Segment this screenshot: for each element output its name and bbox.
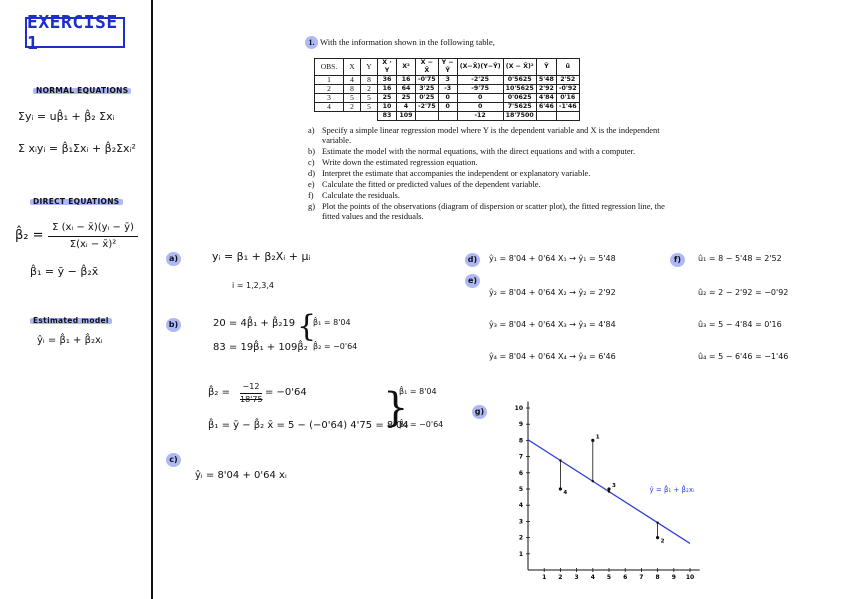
x-tick-label: 7: [639, 574, 644, 581]
table-cell: 25: [378, 94, 397, 103]
data-point: [607, 487, 610, 490]
answer-b-eq1: 20 = 4β̂₁ + β̂₂19: [213, 318, 296, 329]
answer-g-badge: g): [472, 405, 487, 419]
answer-b-direct-lhs: β̂₂ =: [208, 387, 230, 398]
fitted-value-2: ŷ₂ = 8'04 + 0'64 X₂ → ŷ₂ = 2'92: [489, 288, 616, 297]
residual-3: û₃ = 5 − 4'84 = 0'16: [698, 320, 782, 329]
table-cell: 4: [315, 103, 344, 112]
question-item-text: Calculate the residuals.: [322, 191, 400, 200]
y-tick-label: 4: [518, 502, 523, 510]
table-cell: 5'48: [536, 76, 556, 85]
question-item-text: Estimate the model with the normal equations, with the direct equations and with a computer.: [322, 147, 636, 156]
table-cell: 0'16: [556, 94, 579, 103]
table-cell: 4: [344, 76, 361, 85]
table-cell: [556, 112, 579, 121]
estimated-model-heading: Estimated model: [30, 316, 112, 325]
brace-2: }: [383, 385, 409, 431]
answer-b-result2: β̂₂ = −0'64: [313, 342, 358, 351]
fraction-bar: [48, 236, 138, 237]
x-tick-label: 2: [558, 574, 563, 581]
answer-c-badge: c): [166, 453, 181, 467]
answer-b-result4: β̂₂ = −0'64: [399, 420, 444, 429]
fitted-value-3: ŷ₃ = 8'04 + 0'64 X₃ → ŷ₃ = 4'84: [489, 320, 616, 329]
table-cell: 25: [397, 94, 416, 103]
question-item-letter: g): [308, 202, 315, 211]
table-cell: [536, 112, 556, 121]
table-cell: [416, 112, 439, 121]
table-cell: 2'92: [536, 85, 556, 94]
residual-2: û₂ = 2 − 2'92 = −0'92: [698, 288, 789, 297]
table-header-cell: OBS.: [315, 59, 344, 76]
table-cell: 4'84: [536, 94, 556, 103]
table-cell: -3: [438, 85, 457, 94]
table-cell: -2'25: [457, 76, 503, 85]
table-cell: [361, 112, 378, 121]
answer-d-badge: d): [465, 253, 480, 267]
fitted-point: [656, 521, 658, 523]
table-cell: -0'75: [416, 76, 439, 85]
table-header-row: [315, 59, 580, 76]
y-tick-label: 2: [518, 534, 523, 542]
table-cell: 5: [361, 103, 378, 112]
question-number: 1.: [305, 36, 318, 49]
y-tick-label: 10: [514, 405, 523, 412]
question-intro: [305, 36, 495, 49]
point-label: 4: [563, 490, 568, 496]
question-item: [308, 147, 668, 157]
x-tick-label: 8: [655, 574, 660, 581]
table-cell: 7'5625: [503, 103, 536, 112]
normal-equations-heading: NORMAL EQUATIONS: [33, 86, 131, 95]
table-cell: 0'5625: [503, 76, 536, 85]
scatter-plot: [500, 395, 720, 590]
table-cell: 2: [344, 103, 361, 112]
direct-b1: β̂₁ = ȳ − β̂₂x̄: [30, 265, 99, 278]
table-cell: [315, 112, 344, 121]
y-tick-label: 7: [518, 453, 523, 461]
x-tick-label: 5: [606, 574, 612, 581]
regression-line-label: ŷ = β̂₁ + β̂₂xᵢ: [649, 486, 695, 495]
table-cell: 0: [438, 103, 457, 112]
answer-c-equation: ŷᵢ = 8'04 + 0'64 xᵢ: [195, 470, 287, 481]
question-item: [308, 126, 668, 146]
table-header-cell: X − X̄: [416, 59, 439, 76]
x-tick-label: 9: [671, 574, 676, 581]
normal-equation-1: Σyᵢ = uβ̂₁ + β̂₂ Σxᵢ: [18, 110, 115, 123]
answer-a-equation: yᵢ = β₁ + β₂Xᵢ + μᵢ: [212, 250, 311, 263]
answer-b-direct-denominator: 18'75: [240, 395, 263, 404]
table-cell: -0'92: [556, 85, 579, 94]
point-label: 1: [595, 434, 600, 441]
table-cell: [438, 112, 457, 121]
table-cell: 5: [344, 94, 361, 103]
point-label: 3: [612, 483, 616, 489]
table-header-cell: (X−X̄)(Y−Ȳ): [457, 59, 503, 76]
table-cell: 5: [361, 94, 378, 103]
table-cell: 3'25: [416, 85, 439, 94]
estimated-model-equation: ŷᵢ = β̂₁ + β̂₂xᵢ: [37, 335, 103, 346]
y-tick-label: 5: [518, 486, 523, 493]
table-cell: -9'75: [457, 85, 503, 94]
question-item-letter: f): [308, 191, 314, 200]
question-item-text: Write down the estimated regression equation.: [322, 158, 478, 167]
question-item-letter: e): [308, 180, 315, 189]
fitted-point: [559, 459, 561, 461]
table-cell: 0'0625: [503, 94, 536, 103]
table-header-cell: (X − X̄)²: [503, 59, 536, 76]
table-header-cell: Y − Ȳ: [438, 59, 457, 76]
table-cell: 109: [397, 112, 416, 121]
table-cell: 0: [457, 94, 503, 103]
observations-table: [314, 58, 580, 121]
y-tick-label: 9: [518, 421, 523, 429]
table-row: [315, 76, 580, 85]
table-cell: 36: [378, 76, 397, 85]
table-cell: -2'75: [416, 103, 439, 112]
table-cell: 3: [438, 76, 457, 85]
table-row: [315, 112, 580, 121]
table-cell: [344, 112, 361, 121]
table-cell: 6'46: [536, 103, 556, 112]
fitted-point: [608, 490, 610, 492]
table-header-cell: X: [344, 59, 361, 76]
table-row: [315, 94, 580, 103]
data-point: [559, 487, 562, 490]
y-tick-label: 1: [518, 550, 523, 558]
table-cell: 8: [361, 76, 378, 85]
x-tick-label: 3: [574, 574, 579, 581]
table-cell: -12: [457, 112, 503, 121]
answer-b-eq2: 83 = 19β̂₁ + 109β̂₂: [213, 342, 308, 353]
table-cell: -1'46: [556, 103, 579, 112]
exercise-title: EXERCISE 1: [27, 11, 118, 54]
table-cell: 8: [344, 85, 361, 94]
question-item-letter: d): [308, 169, 315, 178]
y-tick-label: 8: [518, 437, 523, 445]
question-item: [308, 180, 668, 190]
residual-1: û₁ = 8 − 5'48 = 2'52: [698, 254, 782, 263]
table-cell: 2: [361, 85, 378, 94]
table-cell: 1: [315, 76, 344, 85]
answer-b-result3: β̂₁ = 8'04: [399, 387, 437, 396]
direct-equations-heading: DIRECT EQUATIONS: [30, 197, 123, 206]
fraction-bar: [240, 393, 262, 394]
direct-b2-denominator: Σ(xᵢ − x̄)²: [69, 239, 117, 250]
direct-b2-numerator: Σ (xᵢ − x̄)(yᵢ − ȳ): [52, 222, 134, 233]
data-point: [656, 536, 659, 539]
answer-b-badge: b): [166, 318, 181, 332]
question-item-letter: c): [308, 158, 315, 167]
question-item-letter: b): [308, 147, 315, 156]
question-item: [308, 202, 668, 222]
table-header-cell: X²: [397, 59, 416, 76]
question-intro-text: With the information shown in the following table,: [320, 37, 495, 47]
question-item: [308, 158, 668, 168]
answer-a-badge: a): [166, 252, 181, 266]
x-tick-label: 1: [542, 574, 547, 581]
question-item-text: Plot the points of the observations (diagram of dispersion or scatter plot), the fitted regression line, the fitted values and the residuals.: [322, 202, 665, 221]
answer-b-direct-b1: β̂₁ = ȳ − β̂₂ x̄ = 5 − (−0'64) 4'75 = 8'04: [208, 420, 409, 431]
table-row: [315, 85, 580, 94]
answer-e-badge: e): [465, 274, 480, 288]
question-items: [308, 126, 668, 223]
table-cell: 18'7500: [503, 112, 536, 121]
question-item-letter: a): [308, 126, 315, 135]
normal-equation-2: Σ xᵢyᵢ = β̂₁Σxᵢ + β̂₂Σxᵢ²: [18, 142, 136, 155]
table-cell: 0: [438, 94, 457, 103]
table-cell: 64: [397, 85, 416, 94]
table-header-cell: X · Y: [378, 59, 397, 76]
answer-f-badge: f): [670, 253, 685, 267]
table-header-cell: Ŷ: [536, 59, 556, 76]
fitted-value-1: ŷ₁ = 8'04 + 0'64 X₁ → ŷ₁ = 5'48: [489, 254, 616, 263]
exercise-title-box: [25, 11, 125, 54]
table-header-cell: û: [556, 59, 579, 76]
y-tick-label: 3: [518, 518, 523, 526]
table-cell: 4: [397, 103, 416, 112]
table-cell: 2'52: [556, 76, 579, 85]
y-tick-label: 6: [518, 469, 523, 477]
table-cell: 10: [378, 103, 397, 112]
fitted-point: [592, 480, 594, 482]
table-cell: 0'25: [416, 94, 439, 103]
answer-b-direct-numerator: −12: [242, 382, 260, 391]
direct-b2-lhs: β̂₂ =: [15, 228, 44, 243]
fitted-value-4: ŷ₄ = 8'04 + 0'64 X₄ → ŷ₄ = 6'46: [489, 352, 616, 361]
question-item: [308, 191, 668, 201]
data-point: [591, 439, 594, 442]
table-cell: 3: [315, 94, 344, 103]
x-tick-label: 4: [590, 574, 595, 581]
brace-1: {: [297, 309, 317, 344]
answer-b-result1: β̂₁ = 8'04: [313, 318, 351, 327]
table-cell: 0: [457, 103, 503, 112]
sidebar-divider: [151, 0, 153, 599]
question-item-text: Specify a simple linear regression model where Y is the dependent variable and X is the independent variable.: [322, 126, 660, 145]
table-cell: 16: [397, 76, 416, 85]
table-cell: 16: [378, 85, 397, 94]
table-header-cell: Y: [361, 59, 378, 76]
table-row: [315, 103, 580, 112]
answer-b-direct-result: = −0'64: [265, 387, 307, 398]
x-tick-label: 10: [685, 574, 695, 581]
table-cell: 2: [315, 85, 344, 94]
point-label: 2: [660, 538, 665, 545]
question-item: [308, 169, 668, 179]
question-item-text: Interpret the estimate that accompanies the independent or explanatory variable.: [322, 169, 591, 178]
question-item-text: Calculate the fitted or predicted values of the dependent variable.: [322, 180, 541, 189]
table-cell: 10'5625: [503, 85, 536, 94]
answer-a-index: i = 1,2,3,4: [232, 281, 274, 290]
table-cell: 83: [378, 112, 397, 121]
x-tick-label: 6: [623, 574, 628, 581]
residual-4: û₄ = 5 − 6'46 = −1'46: [698, 352, 789, 361]
